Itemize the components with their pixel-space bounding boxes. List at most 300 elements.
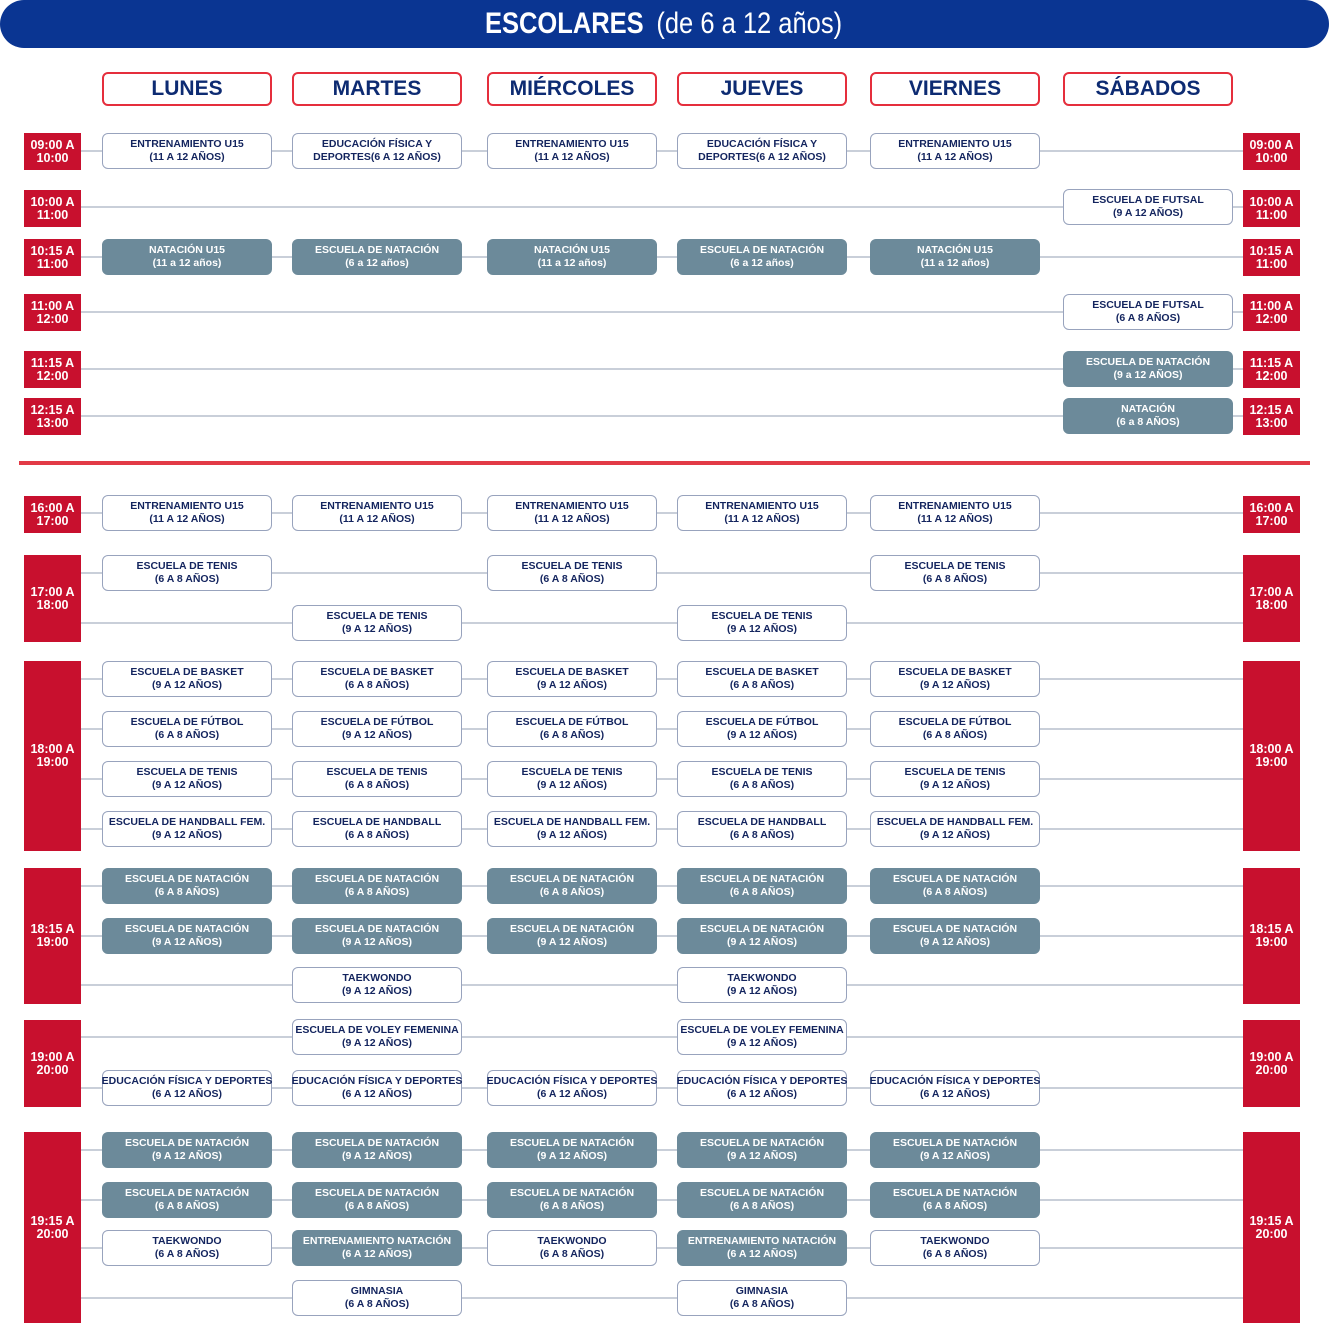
activity-name: ESCUELA DE BASKET xyxy=(320,666,434,678)
activity-ages: (9 A 12 AÑOS) xyxy=(919,829,990,841)
activity-box xyxy=(292,711,462,747)
day-header-4: VIERNES xyxy=(870,72,1040,106)
activity-name: ENTRENAMIENTO U15 xyxy=(705,500,819,512)
activity-name: ESCUELA DE NATACIÓN xyxy=(699,1187,825,1199)
time-to: 10:00 xyxy=(1255,150,1288,165)
activity-ages: (6 A 12 AÑOS) xyxy=(726,1248,797,1260)
activity-ages: (6 A 8 AÑOS) xyxy=(154,1200,220,1212)
time-block-right xyxy=(1243,496,1300,533)
activity-ages: (9 A 12 AÑOS) xyxy=(919,679,990,691)
time-from: 16:00 A xyxy=(30,500,75,515)
activity-box xyxy=(487,1182,657,1218)
title-main: ESCOLARES xyxy=(484,7,644,40)
row-line xyxy=(80,622,1243,624)
activity-name: ESCUELA DE NATACIÓN xyxy=(1085,356,1211,368)
time-to: 20:00 xyxy=(1255,1226,1288,1241)
time-to: 20:00 xyxy=(36,1062,69,1077)
activity-box xyxy=(487,1070,657,1106)
activity-name: EDUCACIÓN FÍSICA Y DEPORTES xyxy=(676,1075,848,1087)
activity-ages: (9 A 12 AÑOS) xyxy=(726,936,797,948)
time-from: 12:15 A xyxy=(30,402,75,417)
activity-ages: (6 A 8 AÑOS) xyxy=(1115,312,1181,324)
activity-box xyxy=(292,133,462,169)
time-block-right xyxy=(1243,1132,1300,1323)
activity-name: ESCUELA DE NATACIÓN xyxy=(699,1137,825,1149)
time-from: 10:15 A xyxy=(1249,243,1294,258)
activity-name: ESCUELA DE NATACIÓN xyxy=(699,873,825,885)
time-from: 18:15 A xyxy=(1249,922,1294,936)
activity-name: ESCUELA DE FÚTBOL xyxy=(320,716,434,728)
activity-ages: (6 a 12 años) xyxy=(345,257,409,269)
activity-ages: (9 A 12 AÑOS) xyxy=(151,936,222,948)
activity-name: ESCUELA DE FÚTBOL xyxy=(515,716,629,728)
time-to: 11:00 xyxy=(36,256,69,271)
activity-box xyxy=(1063,398,1233,434)
activity-ages: (6 A 8 AÑOS) xyxy=(922,1248,988,1260)
activity-box xyxy=(677,133,847,169)
activity-box xyxy=(102,1070,272,1106)
day-header-0: LUNES xyxy=(102,72,272,106)
activity-name: NATACIÓN xyxy=(1121,403,1175,415)
activity-ages: (6 A 12 AÑOS) xyxy=(726,1088,797,1100)
activity-ages: (6 A 8 AÑOS) xyxy=(154,573,220,585)
activity-box xyxy=(487,1230,657,1266)
activity-box xyxy=(870,1182,1040,1218)
time-to: 12:00 xyxy=(1255,368,1288,383)
activity-box xyxy=(292,1019,462,1055)
activity-name: ESCUELA DE HANDBALL FEM. xyxy=(108,816,266,828)
time-to: 11:00 xyxy=(1255,207,1288,222)
time-from: 10:00 A xyxy=(30,194,75,209)
activity-name: ESCUELA DE TENIS xyxy=(711,766,813,778)
activity-name: TAEKWONDO xyxy=(920,1235,990,1247)
activity-ages: (6 A 8 AÑOS) xyxy=(539,1248,605,1260)
activity-ages: (6 A 8 AÑOS) xyxy=(729,779,795,791)
activity-box xyxy=(292,495,462,531)
time-to: 19:00 xyxy=(36,755,69,769)
time-to: 20:00 xyxy=(36,1226,69,1241)
activity-ages: (11 A 12 AÑOS) xyxy=(724,513,800,525)
activity-box xyxy=(487,761,657,797)
time-from: 10:15 A xyxy=(30,243,75,258)
activity-ages: (9 A 12 AÑOS) xyxy=(919,1150,990,1162)
activity-box xyxy=(870,1132,1040,1168)
activity-ages: (11 A 12 AÑOS) xyxy=(917,151,993,163)
activity-name: ESCUELA DE NATACIÓN xyxy=(124,923,250,935)
activity-box xyxy=(870,711,1040,747)
activity-ages: (9 A 12 AÑOS) xyxy=(726,1150,797,1162)
activity-box xyxy=(870,495,1040,531)
time-block-right xyxy=(1243,398,1300,435)
activity-box xyxy=(870,811,1040,847)
time-to: 20:00 xyxy=(1255,1062,1288,1077)
time-from: 11:00 A xyxy=(1249,298,1294,313)
time-from: 09:00 A xyxy=(1249,137,1294,152)
activity-name: ENTRENAMIENTO NATACIÓN xyxy=(302,1235,452,1247)
activity-ages: (6 A 8 AÑOS) xyxy=(154,886,220,898)
activity-name: ESCUELA DE HANDBALL xyxy=(697,816,827,828)
activity-name: ESCUELA DE NATACIÓN xyxy=(314,923,440,935)
title-banner xyxy=(0,0,1329,48)
activity-name: EDUCACIÓN FÍSICA Y DEPORTES xyxy=(869,1075,1041,1087)
activity-name: ENTRENAMIENTO U15 xyxy=(898,500,1012,512)
activity-ages: (9 A 12 AÑOS) xyxy=(536,936,607,948)
activity-box xyxy=(292,967,462,1003)
activity-name: ESCUELA DE VOLEY FEMENINA xyxy=(680,1024,844,1036)
activity-ages: DEPORTES(6 A 12 AÑOS) xyxy=(698,151,826,163)
activity-name: ESCUELA DE HANDBALL FEM. xyxy=(876,816,1034,828)
activity-box xyxy=(292,811,462,847)
activity-box xyxy=(292,761,462,797)
activity-box xyxy=(102,1230,272,1266)
time-block-right xyxy=(1243,351,1300,388)
activity-ages: (9 A 12 AÑOS) xyxy=(151,779,222,791)
activity-ages: (11 a 12 años) xyxy=(537,257,607,269)
activity-box xyxy=(292,1132,462,1168)
time-block-right xyxy=(1243,294,1300,331)
activity-box xyxy=(870,1070,1040,1106)
activity-box xyxy=(1063,351,1233,387)
activity-ages: (9 A 12 AÑOS) xyxy=(536,679,607,691)
activity-name: ESCUELA DE NATACIÓN xyxy=(509,873,635,885)
activity-ages: (6 A 8 AÑOS) xyxy=(344,829,410,841)
activity-box xyxy=(102,495,272,531)
activity-name: TAEKWONDO xyxy=(342,972,412,984)
activity-box xyxy=(292,1280,462,1316)
time-to: 17:00 xyxy=(36,513,69,528)
activity-box xyxy=(487,661,657,697)
activity-name: ESCUELA DE NATACIÓN xyxy=(124,873,250,885)
activity-name: NATACIÓN U15 xyxy=(916,244,994,256)
activity-name: ESCUELA DE BASKET xyxy=(515,666,629,678)
time-to: 17:00 xyxy=(1255,513,1288,528)
time-block-right xyxy=(1243,555,1300,642)
activity-ages: (6 A 8 AÑOS) xyxy=(154,729,220,741)
activity-ages: (11 A 12 AÑOS) xyxy=(149,151,225,163)
activity-name: ESCUELA DE NATACIÓN xyxy=(699,923,825,935)
activity-name: ESCUELA DE FÚTBOL xyxy=(898,716,1012,728)
activity-ages: (9 A 12 AÑOS) xyxy=(536,829,607,841)
activity-name: ESCUELA DE NATACIÓN xyxy=(314,1187,440,1199)
activity-name: ESCUELA DE FÚTBOL xyxy=(705,716,819,728)
activity-name: ENTRENAMIENTO U15 xyxy=(320,500,434,512)
activity-name: ESCUELA DE VOLEY FEMENINA xyxy=(295,1024,459,1036)
activity-name: ESCUELA DE TENIS xyxy=(521,560,623,572)
activity-ages: (6 A 8 AÑOS) xyxy=(922,573,988,585)
time-to: 19:00 xyxy=(1255,755,1288,769)
time-to: 11:00 xyxy=(36,207,69,222)
activity-box xyxy=(487,495,657,531)
activity-name: EDUCACIÓN FÍSICA Y DEPORTES xyxy=(291,1075,463,1087)
activity-name: NATACIÓN U15 xyxy=(533,244,611,256)
time-block-left xyxy=(24,133,81,170)
activity-name: ESCUELA DE NATACIÓN xyxy=(124,1187,250,1199)
section-divider xyxy=(19,461,1310,465)
activity-name: ESCUELA DE NATACIÓN xyxy=(892,1137,1018,1149)
time-to: 13:00 xyxy=(1255,415,1288,430)
activity-name: ESCUELA DE FUTSAL xyxy=(1092,194,1204,206)
activity-ages: (6 A 8 AÑOS) xyxy=(539,573,605,585)
activity-ages: (9 A 12 AÑOS) xyxy=(151,829,222,841)
activity-ages: (9 A 12 AÑOS) xyxy=(341,985,412,997)
activity-box xyxy=(1063,294,1233,330)
activity-name: ESCUELA DE TENIS xyxy=(326,610,428,622)
activity-name: ESCUELA DE TENIS xyxy=(711,610,813,622)
activity-name: ESCUELA DE FUTSAL xyxy=(1092,299,1204,311)
time-block-left xyxy=(24,496,81,533)
activity-ages: (6 A 12 AÑOS) xyxy=(341,1248,412,1260)
activity-ages: (6 a 12 años) xyxy=(730,257,794,269)
activity-name: ESCUELA DE NATACIÓN xyxy=(509,1187,635,1199)
time-block-left xyxy=(24,294,81,331)
time-block-left xyxy=(24,398,81,435)
activity-box xyxy=(870,868,1040,904)
activity-ages: (9 A 12 AÑOS) xyxy=(726,623,797,635)
activity-name: ESCUELA DE NATACIÓN xyxy=(892,873,1018,885)
activity-name: TAEKWONDO xyxy=(537,1235,607,1247)
activity-box xyxy=(677,1182,847,1218)
activity-name: ESCUELA DE TENIS xyxy=(904,560,1006,572)
activity-box xyxy=(102,868,272,904)
time-block-left xyxy=(24,1132,81,1323)
title-sub: (de 6 a 12 años) xyxy=(655,7,842,40)
activity-name: ENTRENAMIENTO U15 xyxy=(515,500,629,512)
activity-ages: DEPORTES(6 A 12 AÑOS) xyxy=(313,151,441,163)
activity-ages: (6 A 12 AÑOS) xyxy=(919,1088,990,1100)
activity-name: ESCUELA DE NATACIÓN xyxy=(124,1137,250,1149)
activity-box xyxy=(677,605,847,641)
activity-box xyxy=(677,918,847,954)
activity-name: EDUCACIÓN FÍSICA Y xyxy=(706,138,818,150)
activity-box xyxy=(292,868,462,904)
activity-ages: (6 A 8 AÑOS) xyxy=(154,1248,220,1260)
activity-name: TAEKWONDO xyxy=(727,972,797,984)
activity-box xyxy=(677,761,847,797)
time-block-right xyxy=(1243,1020,1300,1107)
time-from: 18:15 A xyxy=(30,922,75,936)
activity-name: ENTRENAMIENTO U15 xyxy=(130,138,244,150)
activity-ages: (6 A 8 AÑOS) xyxy=(729,1200,795,1212)
activity-box xyxy=(677,661,847,697)
time-block-left xyxy=(24,661,81,851)
activity-box xyxy=(677,239,847,275)
activity-ages: (6 A 8 AÑOS) xyxy=(539,886,605,898)
time-from: 11:00 A xyxy=(30,298,75,313)
time-to: 12:00 xyxy=(1255,311,1288,326)
day-header-1: MARTES xyxy=(292,72,462,106)
row-line xyxy=(80,1297,1243,1299)
activity-name: ENTRENAMIENTO U15 xyxy=(515,138,629,150)
time-from: 19:00 A xyxy=(30,1049,75,1064)
activity-box xyxy=(677,1070,847,1106)
time-from: 19:00 A xyxy=(1249,1049,1294,1064)
time-from: 11:15 A xyxy=(30,355,75,370)
activity-ages: (6 A 8 AÑOS) xyxy=(729,886,795,898)
activity-name: ESCUELA DE HANDBALL FEM. xyxy=(493,816,651,828)
activity-box xyxy=(102,761,272,797)
activity-ages: (9 A 12 AÑOS) xyxy=(536,779,607,791)
activity-box xyxy=(677,711,847,747)
time-block-left xyxy=(24,868,81,1004)
activity-box xyxy=(102,1132,272,1168)
activity-box xyxy=(487,133,657,169)
activity-ages: (11 A 12 AÑOS) xyxy=(534,513,610,525)
activity-name: EDUCACIÓN FÍSICA Y xyxy=(321,138,433,150)
time-from: 11:15 A xyxy=(1249,355,1294,370)
activity-ages: (9 A 12 AÑOS) xyxy=(341,729,412,741)
activity-box xyxy=(292,661,462,697)
activity-box xyxy=(487,811,657,847)
activity-name: NATACIÓN U15 xyxy=(148,244,226,256)
time-from: 18:00 A xyxy=(1249,742,1294,756)
activity-box xyxy=(487,239,657,275)
activity-ages: (11 a 12 años) xyxy=(920,257,990,269)
activity-ages: (9 A 12 AÑOS) xyxy=(726,729,797,741)
activity-name: ESCUELA DE NATACIÓN xyxy=(509,1137,635,1149)
activity-name: GIMNASIA xyxy=(735,1285,789,1297)
activity-box xyxy=(487,868,657,904)
time-block-left xyxy=(24,555,81,642)
activity-name: ESCUELA DE NATACIÓN xyxy=(892,923,1018,935)
activity-name: ESCUELA DE BASKET xyxy=(130,666,244,678)
time-from: 19:15 A xyxy=(1249,1213,1294,1228)
activity-name: ESCUELA DE HANDBALL xyxy=(312,816,442,828)
activity-box xyxy=(102,711,272,747)
time-from: 10:00 A xyxy=(1249,194,1294,209)
activity-ages: (9 A 12 AÑOS) xyxy=(1112,207,1183,219)
activity-name: ESCUELA DE NATACIÓN xyxy=(699,244,825,256)
activity-name: EDUCACIÓN FÍSICA Y DEPORTES xyxy=(101,1075,273,1087)
activity-ages: (9 A 12 AÑOS) xyxy=(919,779,990,791)
activity-ages: (6 a 8 AÑOS) xyxy=(1116,416,1180,428)
activity-box xyxy=(292,1182,462,1218)
activity-ages: (6 A 8 AÑOS) xyxy=(729,679,795,691)
activity-ages: (9 a 12 AÑOS) xyxy=(1113,369,1183,381)
time-block-left xyxy=(24,239,81,276)
activity-name: ESCUELA DE NATACIÓN xyxy=(314,873,440,885)
time-block-left xyxy=(24,190,81,227)
activity-box xyxy=(292,239,462,275)
activity-ages: (6 A 12 AÑOS) xyxy=(151,1088,222,1100)
activity-ages: (6 A 8 AÑOS) xyxy=(539,1200,605,1212)
activity-box xyxy=(870,239,1040,275)
activity-box xyxy=(292,1070,462,1106)
activity-ages: (9 A 12 AÑOS) xyxy=(726,1037,797,1049)
activity-box xyxy=(102,661,272,697)
activity-ages: (6 A 8 AÑOS) xyxy=(344,779,410,791)
time-block-right xyxy=(1243,661,1300,851)
time-to: 18:00 xyxy=(1255,597,1288,612)
activity-box xyxy=(870,133,1040,169)
activity-box xyxy=(677,495,847,531)
activity-ages: (6 A 8 AÑOS) xyxy=(344,679,410,691)
time-from: 12:15 A xyxy=(1249,402,1294,417)
activity-box xyxy=(102,239,272,275)
activity-box xyxy=(677,967,847,1003)
time-block-left xyxy=(24,1020,81,1107)
activity-box xyxy=(102,811,272,847)
activity-ages: (11 A 12 AÑOS) xyxy=(534,151,610,163)
activity-ages: (9 A 12 AÑOS) xyxy=(341,1150,412,1162)
activity-ages: (9 A 12 AÑOS) xyxy=(341,623,412,635)
time-to: 18:00 xyxy=(36,597,69,612)
time-from: 09:00 A xyxy=(30,137,75,152)
activity-ages: (9 A 12 AÑOS) xyxy=(919,936,990,948)
activity-name: ESCUELA DE TENIS xyxy=(521,766,623,778)
activity-box xyxy=(487,711,657,747)
activity-box xyxy=(102,1182,272,1218)
activity-name: EDUCACIÓN FÍSICA Y DEPORTES xyxy=(486,1075,658,1087)
activity-box xyxy=(487,555,657,591)
activity-name: TAEKWONDO xyxy=(152,1235,222,1247)
activity-ages: (6 A 12 AÑOS) xyxy=(341,1088,412,1100)
time-from: 17:00 A xyxy=(1249,584,1294,599)
activity-box xyxy=(870,661,1040,697)
activity-ages: (9 A 12 AÑOS) xyxy=(341,1037,412,1049)
activity-box xyxy=(870,761,1040,797)
activity-name: ESCUELA DE FÚTBOL xyxy=(130,716,244,728)
activity-ages: (11 A 12 AÑOS) xyxy=(917,513,993,525)
activity-name: ESCUELA DE TENIS xyxy=(136,766,238,778)
time-to: 12:00 xyxy=(36,311,69,326)
activity-ages: (11 a 12 años) xyxy=(152,257,222,269)
activity-ages: (6 A 8 AÑOS) xyxy=(922,729,988,741)
time-to: 13:00 xyxy=(36,415,69,430)
activity-name: ESCUELA DE NATACIÓN xyxy=(314,1137,440,1149)
activity-box xyxy=(870,918,1040,954)
day-header-3: JUEVES xyxy=(677,72,847,106)
time-block-right xyxy=(1243,868,1300,1004)
time-from: 19:15 A xyxy=(30,1213,75,1228)
activity-ages: (6 A 8 AÑOS) xyxy=(922,1200,988,1212)
activity-name: ENTRENAMIENTO U15 xyxy=(130,500,244,512)
activity-ages: (6 A 8 AÑOS) xyxy=(922,886,988,898)
time-block-left xyxy=(24,351,81,388)
activity-name: ESCUELA DE NATACIÓN xyxy=(509,923,635,935)
time-from: 16:00 A xyxy=(1249,500,1294,515)
activity-ages: (9 A 12 AÑOS) xyxy=(536,1150,607,1162)
time-block-right xyxy=(1243,239,1300,276)
activity-ages: (11 A 12 AÑOS) xyxy=(339,513,415,525)
activity-box xyxy=(677,1230,847,1266)
activity-box xyxy=(292,918,462,954)
activity-box xyxy=(677,1280,847,1316)
activity-name: ESCUELA DE NATACIÓN xyxy=(892,1187,1018,1199)
time-block-right xyxy=(1243,190,1300,227)
activity-ages: (6 A 8 AÑOS) xyxy=(729,1298,795,1310)
time-to: 11:00 xyxy=(1255,256,1288,271)
activity-name: GIMNASIA xyxy=(350,1285,404,1297)
activity-box xyxy=(677,1132,847,1168)
activity-box xyxy=(870,1230,1040,1266)
activity-name: ESCUELA DE TENIS xyxy=(136,560,238,572)
activity-name: ESCUELA DE TENIS xyxy=(326,766,428,778)
time-from: 17:00 A xyxy=(30,584,75,599)
activity-name: ENTRENAMIENTO U15 xyxy=(898,138,1012,150)
activity-box xyxy=(102,133,272,169)
time-from: 18:00 A xyxy=(30,742,75,756)
activity-ages: (6 A 8 AÑOS) xyxy=(344,1298,410,1310)
activity-box xyxy=(1063,189,1233,225)
activity-ages: (9 A 12 AÑOS) xyxy=(341,936,412,948)
activity-box xyxy=(870,555,1040,591)
time-to: 19:00 xyxy=(36,935,69,949)
activity-box xyxy=(487,918,657,954)
activity-ages: (6 A 8 AÑOS) xyxy=(344,886,410,898)
activity-ages: (9 A 12 AÑOS) xyxy=(151,1150,222,1162)
time-to: 10:00 xyxy=(36,150,69,165)
activity-ages: (11 A 12 AÑOS) xyxy=(149,513,225,525)
